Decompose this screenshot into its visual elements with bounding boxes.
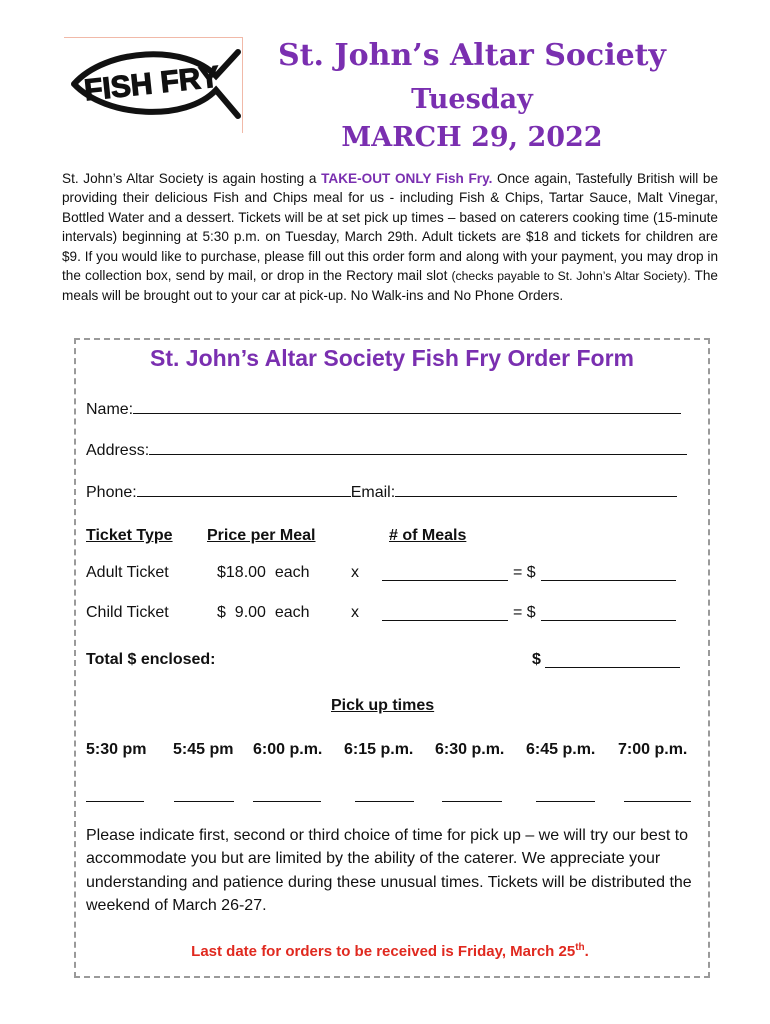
- pickup-time-1: 5:30 pm: [86, 741, 147, 758]
- pickup-time-2: 5:45 pm: [173, 741, 234, 758]
- pickup-note: Please indicate first, second or third choice of time for pick up – we will try our best to accommodate you but are limited by the ability of the caterer. We appreciate your understanding and patience during these unusual times. Tickets will be distributed the weekend of March 26-27.: [86, 827, 692, 914]
- email-label: Email:: [350, 484, 396, 501]
- logo-text: FISH FRY: [82, 60, 221, 108]
- intro-text-3: The meals will be brought out to your car at pick-up. No Walk-ins and No Phone Orders.: [62, 268, 718, 304]
- adult-ticket-price: $18.00 each: [217, 564, 310, 581]
- phone-field[interactable]: [137, 479, 351, 497]
- name-label: Name:: [86, 401, 134, 418]
- header-price: Price per Meal: [207, 527, 316, 544]
- fish-fry-logo: [66, 42, 244, 122]
- adult-equals: = $: [513, 564, 536, 581]
- adult-meals-field[interactable]: [382, 563, 508, 581]
- name-row: [86, 396, 681, 420]
- event-date: MARCH 29, 2022: [341, 122, 603, 153]
- org-title: St. John’s Altar Society: [278, 38, 666, 73]
- form-title: St. John’s Altar Society Fish Fry Order Form: [150, 345, 634, 371]
- adult-amount-field[interactable]: [541, 563, 676, 581]
- pickup-time-7: 7:00 p.m.: [618, 741, 688, 758]
- header: [262, 36, 682, 158]
- child-amount-field[interactable]: [541, 603, 676, 621]
- event-day: Tuesday: [411, 84, 533, 115]
- deadline-period: .: [584, 943, 589, 960]
- pickup-choice-6[interactable]: [536, 801, 595, 802]
- pickup-choice-5[interactable]: [442, 801, 502, 802]
- pickup-time-4: 6:15 p.m.: [344, 741, 414, 758]
- intro-checks-note: (checks payable to St. John’s Altar Society).: [451, 269, 691, 284]
- intro-highlight: TAKE-OUT ONLY Fish Fry.: [321, 171, 493, 186]
- child-times-sign: x: [351, 604, 359, 621]
- pickup-time-6: 6:45 p.m.: [526, 741, 596, 758]
- name-field[interactable]: [133, 396, 681, 414]
- pickup-choice-7[interactable]: [624, 801, 691, 802]
- child-equals: = $: [513, 604, 536, 621]
- deadline-notice: [74, 937, 706, 963]
- pickup-choice-2[interactable]: [174, 801, 234, 802]
- header-ticket-type: Ticket Type: [86, 527, 173, 544]
- deadline-superscript: th: [575, 942, 585, 953]
- child-ticket-price: $ 9.00 each: [217, 604, 310, 621]
- pickup-time-3: 6:00 p.m.: [253, 741, 323, 758]
- address-field[interactable]: [149, 437, 687, 455]
- pickup-title: Pick up times: [331, 697, 435, 714]
- child-ticket-label: Child Ticket: [86, 604, 169, 621]
- intro-paragraph: [62, 169, 718, 306]
- contact-row: [86, 479, 677, 503]
- address-row: [86, 437, 687, 461]
- total-amount-field[interactable]: [545, 650, 680, 668]
- phone-label: Phone:: [86, 484, 137, 501]
- deadline-text: Last date for orders to be received is Friday, March 25: [191, 943, 576, 960]
- address-label: Address:: [86, 442, 150, 459]
- intro-text-2: Once again, Tastefully British will be providing their delicious Fish and Chips meal for us - including Fish & Chips, Tartar Sauce, Malt Vinegar, Bottled Water and a dessert. Tickets will be at set pick up times – based on caterers cooking time (15-minute intervals) beginning at 5:30 p.m. on Tuesday, March 29th. Adult tickets are $18 and tickets for children are $9. If you would like to purchase, please fill out this order form and along with your payment, you may drop in the collection box, send by mail, or drop in the Rectory mail slot: [62, 171, 719, 284]
- pickup-choice-3[interactable]: [253, 801, 321, 802]
- adult-ticket-label: Adult Ticket: [86, 564, 169, 581]
- child-meals-field[interactable]: [382, 603, 508, 621]
- header-meals: # of Meals: [389, 527, 467, 544]
- total-currency: $: [532, 651, 541, 668]
- pickup-time-5: 6:30 p.m.: [435, 741, 505, 758]
- intro-text-1: St. John’s Altar Society is again hosting a: [62, 171, 322, 186]
- email-field[interactable]: [395, 479, 677, 497]
- total-label: Total $ enclosed:: [86, 651, 216, 668]
- adult-times-sign: x: [351, 564, 359, 581]
- pickup-choice-1[interactable]: [86, 801, 144, 802]
- pickup-choice-4[interactable]: [355, 801, 414, 802]
